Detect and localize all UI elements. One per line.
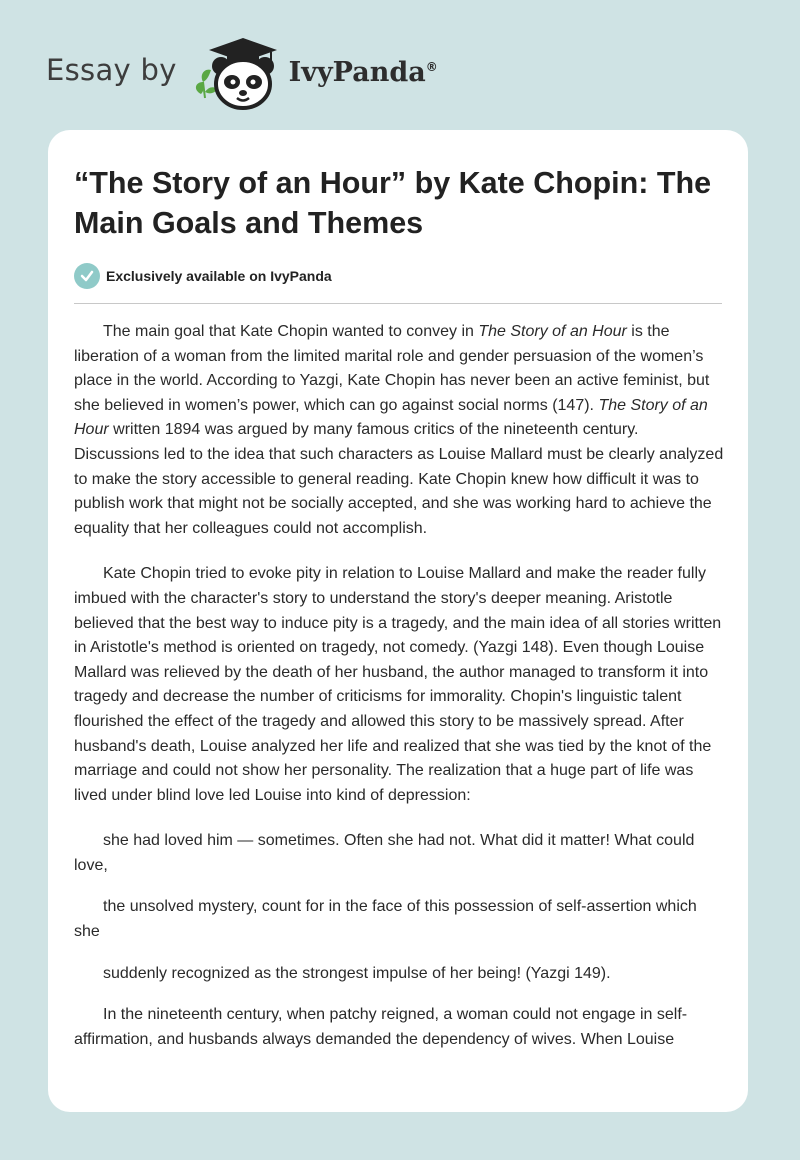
check-icon	[74, 263, 100, 289]
paragraph-1	[74, 320, 726, 541]
exclusive-badge-label: Exclusively available on IvyPanda	[106, 268, 332, 284]
paragraph-3: In the nineteenth century, when patchy reigned, a woman could not engage in self-affirmation, and husbands always demanded the dependency of wives. When Louise	[74, 1006, 688, 1048]
brand-name[interactable]	[289, 57, 438, 88]
paragraph-1-text-a: The main goal that Kate Chopin wanted to convey in	[103, 323, 479, 340]
registered-mark: ®	[425, 59, 438, 74]
quote-line-1: she had loved him — sometimes. Often she had not. What did it matter! What could love,	[74, 832, 695, 874]
paragraph-2: Kate Chopin tried to evoke pity in relation to Louise Mallard and make the reader fully imbued with the character's story to understand the story's deeper meaning. Aristotle believed that the best way to induce pity is a tragedy, and the main idea of all stories written in Aristotle's method is oriented on tragedy, not comedy. (Yazgi 148). Even though Louise Mallard was relieved by the death of her husband, the author managed to transform it into tragedy and decrease the number of criticisms for immorality. Chopin's linguistic talent flourished the effect of the tragedy and allowed this story to be massively spread. After husband's death, Louise analyzed her life and realized that she was tied by the knot of the marriage and could not show her personality. The realization that a huge part of life was lived under blind love led Louise into kind of depression:	[74, 565, 722, 804]
quote-line-3: suddenly recognized as the strongest impulse of her being! (Yazgi 149).	[103, 964, 611, 982]
paragraph-1-text-e: written 1894 was argued by many famous critics of the nineteenth century. Discussions led to the idea that such characters as Louise Mallard must be clearly analyzed to make the story accessible to general reading. Kate Chopin knew how difficult it was to publish work that might not be socially accepted, and she was working hard to achieve the equality that her colleagues could not accomplish.	[74, 421, 724, 537]
exclusive-badge	[74, 263, 332, 289]
site-header	[46, 34, 546, 110]
quote-line-2: the unsolved mystery, count for in the face of this possession of self-assertion which she	[74, 898, 697, 941]
paragraph-1-text-c: is the liberation of a woman from the limited marital role and gender persuasion of the women’s place in the world. According to Yazgi, Kate Chopin has never been an active feminist, but she believed in women’s power, which can go against social norms (147).	[74, 323, 710, 414]
page-title: “The Story of an Hour” by Kate Chopin: The Main Goals and Themes	[74, 166, 712, 240]
essay-by-label: Essay by	[46, 53, 177, 87]
paragraph-1-book-title-2: The Story of an Hour	[74, 396, 708, 439]
divider	[74, 303, 722, 304]
paragraph-1-book-title: The Story of an Hour	[478, 323, 627, 340]
essay-card	[48, 130, 748, 1112]
check-mark-shape	[80, 269, 94, 283]
essay-body	[74, 320, 726, 1073]
panda-graduation-cap-icon[interactable]	[191, 34, 283, 110]
brand-text: IvyPanda	[288, 56, 426, 88]
